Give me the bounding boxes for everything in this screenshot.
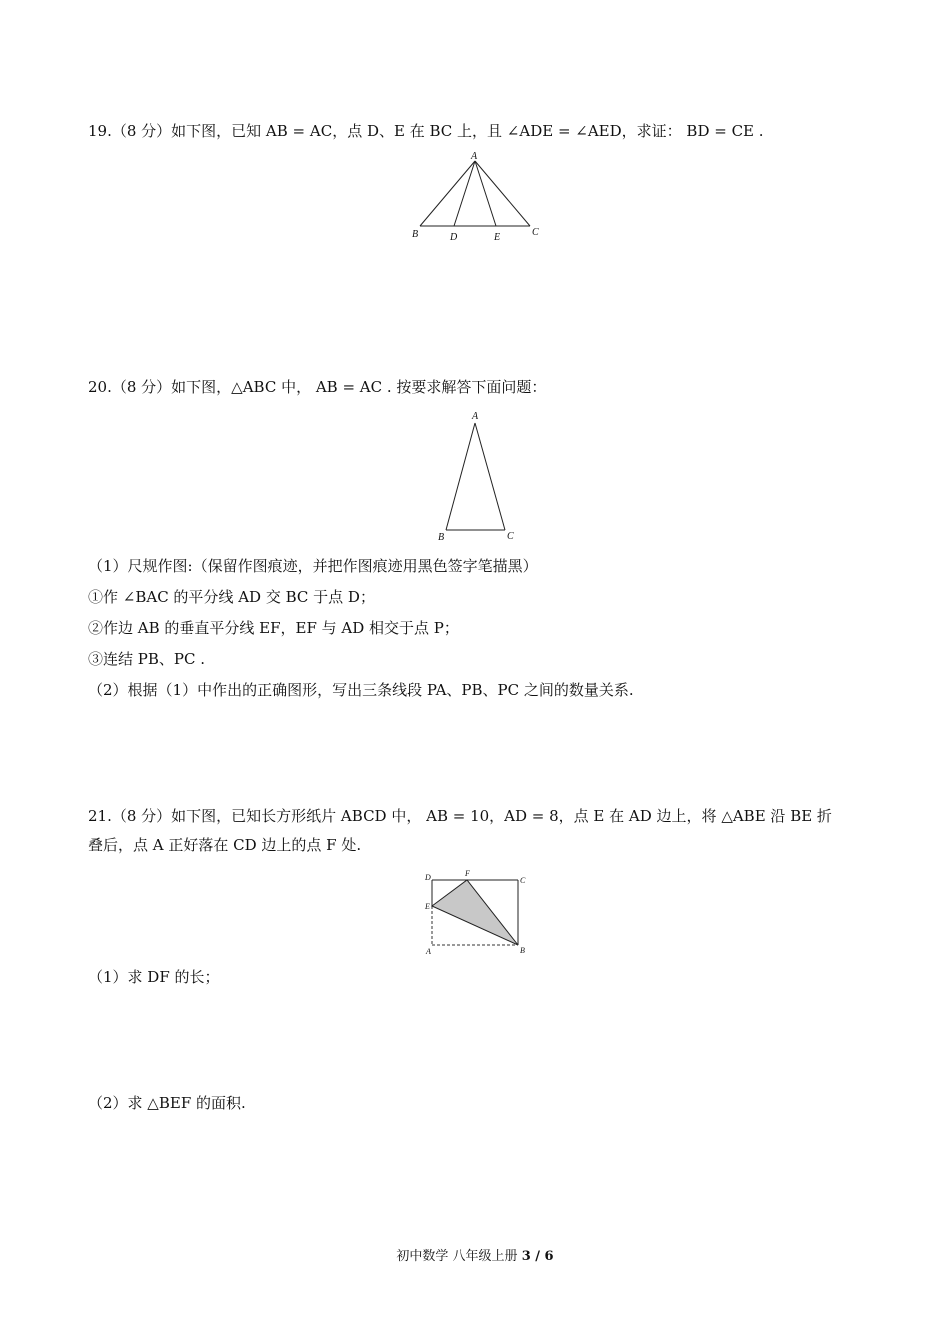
q20-step3: ③连结 PB、PC . bbox=[88, 650, 205, 668]
point-label-a: A bbox=[471, 151, 478, 162]
q21-part2: （2）求 △BEF 的面积. bbox=[88, 1094, 246, 1112]
shaded-triangle-bef bbox=[432, 880, 518, 945]
q19-text: 19.（8 分）如下图，已知 AB = AC，点 D、E 在 BC 上，且 ∠ADE = ∠AED，求证： BD = CE . bbox=[88, 122, 764, 140]
q20-text: 20.（8 分）如下图，△ABC 中， AB = AC . 按要求解答下面问题： bbox=[88, 378, 547, 396]
footer-text: 初中数学 八年级上册 bbox=[396, 1249, 522, 1264]
point-label-f: F bbox=[465, 869, 470, 878]
q20-step2: ②作边 AB 的垂直平分线 EF，EF 与 AD 相交于点 P； bbox=[88, 619, 459, 637]
segment-ae bbox=[475, 161, 496, 226]
point-label-e: E bbox=[425, 902, 430, 911]
q21-figure bbox=[420, 866, 535, 958]
page-number: 3 / 6 bbox=[521, 1249, 554, 1264]
point-label-c: C bbox=[520, 876, 526, 885]
segment-ac bbox=[475, 161, 530, 226]
point-label-a: A bbox=[426, 947, 431, 956]
point-label-a: A bbox=[472, 411, 479, 422]
point-label-c: C bbox=[507, 531, 514, 542]
q21-part1: （1）求 DF 的长； bbox=[88, 968, 220, 986]
segment-ab bbox=[446, 423, 475, 530]
q20-step1: ①作 ∠BAC 的平分线 AD 交 BC 于点 D； bbox=[88, 588, 375, 606]
point-label-c: C bbox=[532, 227, 539, 238]
point-label-b: B bbox=[412, 229, 419, 240]
point-label-b: B bbox=[438, 532, 445, 543]
q19-figure bbox=[410, 150, 550, 245]
segment-ab bbox=[420, 161, 475, 226]
q21-text-line2: 叠后，点 A 正好落在 CD 边上的点 F 处. bbox=[88, 836, 362, 854]
point-label-e: E bbox=[494, 232, 501, 243]
point-label-b: B bbox=[520, 946, 525, 955]
q21-text-line1: 21.（8 分）如下图，已知长方形纸片 ABCD 中， AB = 10，AD = 8，点 E 在 AD 边上，将 △ABE 沿 BE 折 bbox=[88, 807, 832, 825]
point-label-d: D bbox=[450, 232, 458, 243]
page-footer bbox=[0, 1245, 950, 1264]
point-label-d: D bbox=[425, 873, 431, 882]
q20-part2: （2）根据（1）中作出的正确图形，写出三条线段 PA、PB、PC 之间的数量关系. bbox=[88, 681, 634, 699]
segment-ad bbox=[454, 161, 475, 226]
q20-figure bbox=[430, 405, 530, 545]
segment-ac bbox=[475, 423, 505, 530]
q20-part1: （1）尺规作图:（保留作图痕迹，并把作图痕迹用黑色签字笔描黑） bbox=[88, 557, 538, 575]
